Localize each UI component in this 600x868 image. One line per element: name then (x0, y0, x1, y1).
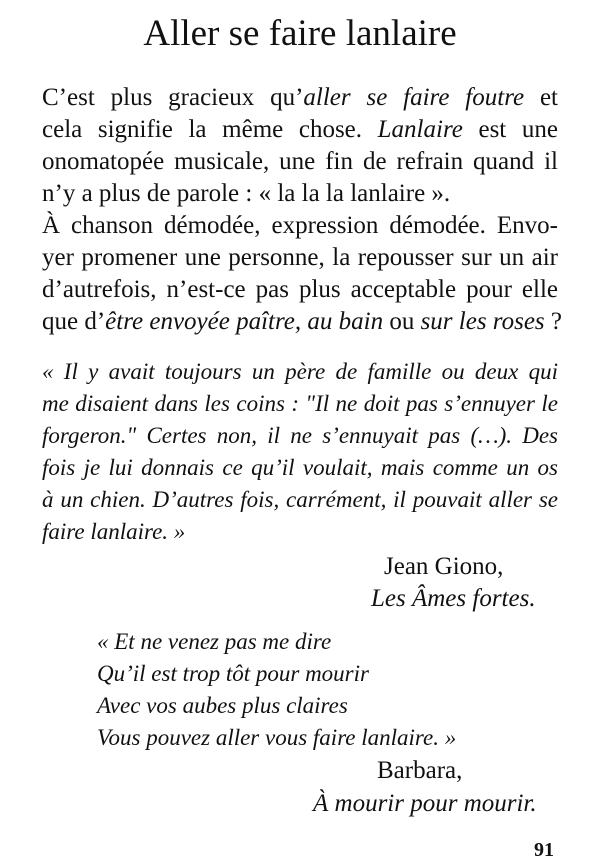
lyrics-author: Barbara, (377, 757, 463, 784)
paragraph-1-line-1 (42, 82, 558, 114)
text-run: et (524, 84, 558, 111)
text-run: que d’ (42, 308, 106, 335)
paragraph-2-line-3: d’autrefois, n’est-ce pas plus acceptable pour elle (42, 276, 558, 303)
quote-line: faire lanlaire. » (42, 519, 186, 544)
text-run: cela signifie la même chose. (42, 116, 378, 143)
text-run: C’est plus gracieux qu’ (42, 84, 304, 111)
text-run: ? (544, 308, 563, 335)
page-title: Aller se faire lanlaire (143, 13, 457, 54)
paragraph-1-line-2 (42, 114, 558, 146)
paragraph-1 (42, 82, 558, 210)
quote-line: fois je lui donnais ce qu’il voulait, mais comme un os (42, 455, 558, 480)
italic-expression: être envoyée paître, au bain (105, 308, 384, 335)
lyric-line: « Et ne venez pas me dire (97, 629, 332, 654)
lyrics-work-title: À mourir pour mourir. (313, 790, 537, 817)
quote-line: forgeron." Certes non, il ne s’ennuyait pas (…). Des (42, 423, 558, 448)
paragraph-1-line-4: n’y a plus de parole : « la la la lanlaire ». (42, 180, 451, 207)
lyric-line: Vous pouvez aller vous faire lanlaire. » (97, 725, 457, 750)
paragraph-2-line-2: yer promener une personne, la repousser sur un air (42, 244, 558, 271)
giono-quote (42, 356, 558, 548)
paragraph-2-line-4 (42, 306, 563, 338)
text-run: est une (462, 116, 558, 143)
quote-line: à un chien. D’autres fois, carrément, il pouvait aller se (42, 487, 558, 512)
quote-line: « Il y avait toujours un père de famille ou deux qui (42, 359, 558, 384)
italic-expression: aller se faire foutre (303, 84, 525, 111)
paragraph-1-line-3: onomatopée musicale, une fin de refrain quand il (42, 148, 558, 175)
page-number: 91 (534, 839, 554, 861)
quote-work-title: Les Âmes fortes. (371, 585, 536, 612)
text-run: ou (383, 308, 421, 335)
lyric-line: Qu’il est trop tôt pour mourir (97, 661, 369, 686)
italic-expression: sur les roses (420, 308, 545, 335)
quote-author: Jean Giono, (384, 553, 504, 580)
lyric-line: Avec vos aubes plus claires (97, 693, 348, 718)
barbara-lyrics (97, 626, 456, 754)
paragraph-2 (42, 210, 563, 338)
italic-word: Lanlaire (377, 116, 463, 143)
paragraph-2-line-1: À chanson démodée, expression démodée. Envo- (42, 212, 558, 239)
quote-line: me disaient dans les coins : "Il ne doit pas s’ennuyer le (42, 391, 558, 416)
